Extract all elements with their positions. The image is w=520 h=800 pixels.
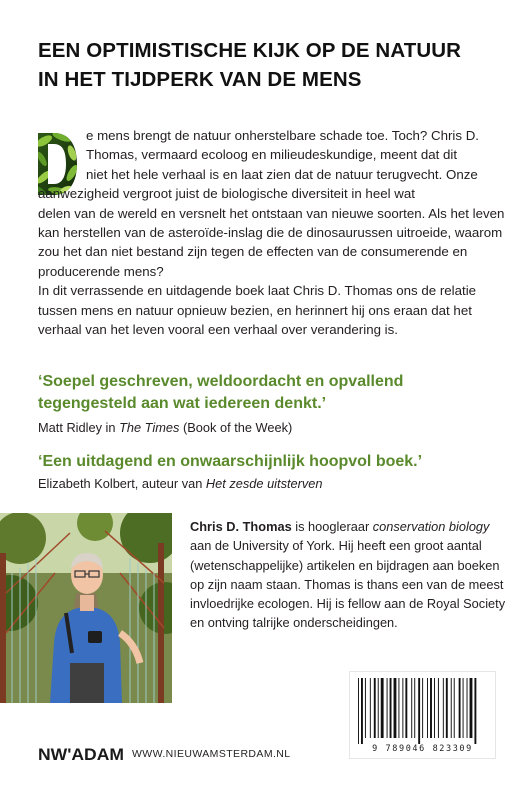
barcode-bar: [414, 678, 415, 738]
intro-line: aanwezigheid vergroot juist de biologische diversiteit in heel wat: [38, 186, 415, 202]
attribution-source: The Times: [119, 420, 180, 435]
barcode-bar: [438, 678, 439, 738]
barcode-bar: [398, 678, 399, 738]
barcode-bar: [361, 678, 363, 744]
barcode-bar: [365, 678, 366, 738]
barcode-bar: [451, 678, 452, 738]
barcode-bar: [374, 678, 376, 738]
barcode-bar: [381, 678, 384, 738]
intro-line: In dit verrassende en uitdagende boek laat Chris D. Thomas ons de relatie: [38, 283, 477, 299]
barcode-bar: [387, 678, 388, 738]
review-quote-2: [38, 451, 498, 473]
review-quote-1: [38, 371, 498, 415]
barcode-bar: [430, 678, 432, 738]
bio-line: aan de University of York. Hij heeft een groot aantal: [190, 538, 482, 554]
barcode-bar: [459, 678, 461, 738]
intro-paragraph-2: [38, 281, 490, 339]
barcode-bar: [434, 678, 435, 738]
barcode-bar: [467, 678, 468, 738]
intro-line: zou het dan niet bestand zijn tegen de effecten van de consumerende en: [38, 244, 468, 260]
barcode-bar: [427, 678, 428, 738]
barcode-bar: [454, 678, 455, 738]
barcode-bar: [378, 678, 379, 738]
barcode-bar: [443, 678, 444, 738]
bio-line: (wetenschappelijke) artikelen en bijdragen aan boeken: [190, 557, 500, 573]
intro-line: delen van de wereld en versnelt het ontstaan van nieuwe soorten. Als het leven: [38, 205, 505, 221]
bio-line: invloedrijke ecologen. Hij is fellow aan de Royal Society: [190, 596, 506, 612]
attribution-author: Matt Ridley in: [38, 420, 120, 435]
headline-line-2: IN HET TIJDPERK VAN DE MENS: [38, 68, 362, 91]
attribution-note: (Book of the Week): [179, 420, 293, 435]
intro-paragraph-1: [38, 126, 505, 281]
intro-line: producerende mens?: [38, 263, 164, 279]
attribution-author: Elizabeth Kolbert, auteur van: [38, 476, 206, 491]
headline-line-1: EEN OPTIMISTISCHE KIJK OP DE NATUUR: [38, 39, 462, 62]
barcode-bar: [394, 678, 397, 738]
intro-line: verhaal van het leven vooral een verhaal over verandering is.: [38, 322, 398, 338]
barcode-bar: [358, 678, 359, 744]
intro-text: [38, 126, 505, 339]
intro-line: niet het hele verhaal is en laat zien dat de natuur terugvecht. Onze: [86, 166, 478, 182]
intro-line: tussen mens en natuur opnieuw bezien, en herinnert hij ons eraan dat het: [38, 302, 472, 318]
review-attribution-2: [38, 476, 323, 491]
author-name: Chris D. Thomas: [190, 519, 292, 534]
barcode-bar: [411, 678, 412, 738]
isbn-number: 9 789046 823309: [372, 744, 473, 754]
barcode-bar: [402, 678, 403, 738]
bio-line: [190, 517, 490, 536]
bio-field: conservation biology: [372, 519, 490, 534]
barcode-bar: [470, 678, 473, 738]
publisher-website: WWW.NIEUWAMSTERDAM.NL: [132, 748, 291, 760]
author-photo: [0, 513, 172, 703]
quote-line: tegengesteld aan wat iedereen denkt.’: [38, 395, 327, 412]
barcode-bar: [405, 678, 407, 738]
svg-text:NW'ADAM: NW'ADAM: [38, 745, 124, 764]
bio-text: is hoogleraar: [291, 519, 373, 534]
barcode-bar: [422, 678, 423, 738]
barcode-bar: [370, 678, 371, 738]
author-bio: [190, 517, 506, 633]
barcode-bar: [390, 678, 392, 738]
isbn-barcode: [349, 671, 496, 759]
publisher-logo: [38, 744, 124, 764]
barcode-bar: [418, 678, 420, 744]
barcode-bars: [350, 676, 495, 746]
intro-line: kan herstellen van de asteroïde-inslag die de dinosaurussen uitroeide, waarom: [38, 225, 503, 241]
quote-line: ‘Soepel geschreven, weldoordacht en opvallend: [38, 373, 404, 390]
review-attribution-1: [38, 420, 292, 435]
bio-line: en ontving talrijke onderscheidingen.: [190, 615, 398, 631]
quote-line: ‘Een uitdagend en onwaarschijnlijk hoopvol boek.’: [38, 453, 423, 470]
barcode-bar: [474, 678, 476, 744]
intro-line: Thomas, vermaard ecoloog en milieudeskundige, meent dat dit: [86, 147, 458, 163]
headline: [38, 36, 498, 94]
barcode-bar: [446, 678, 448, 738]
intro-line: e mens brengt de natuur onherstelbare schade toe. Toch? Chris D.: [86, 128, 479, 143]
barcode-bar: [463, 678, 464, 738]
bio-line: op zijn naam staan. Thomas is thans een van de meest: [190, 576, 504, 592]
attribution-source: Het zesde uitsterven: [205, 476, 323, 491]
